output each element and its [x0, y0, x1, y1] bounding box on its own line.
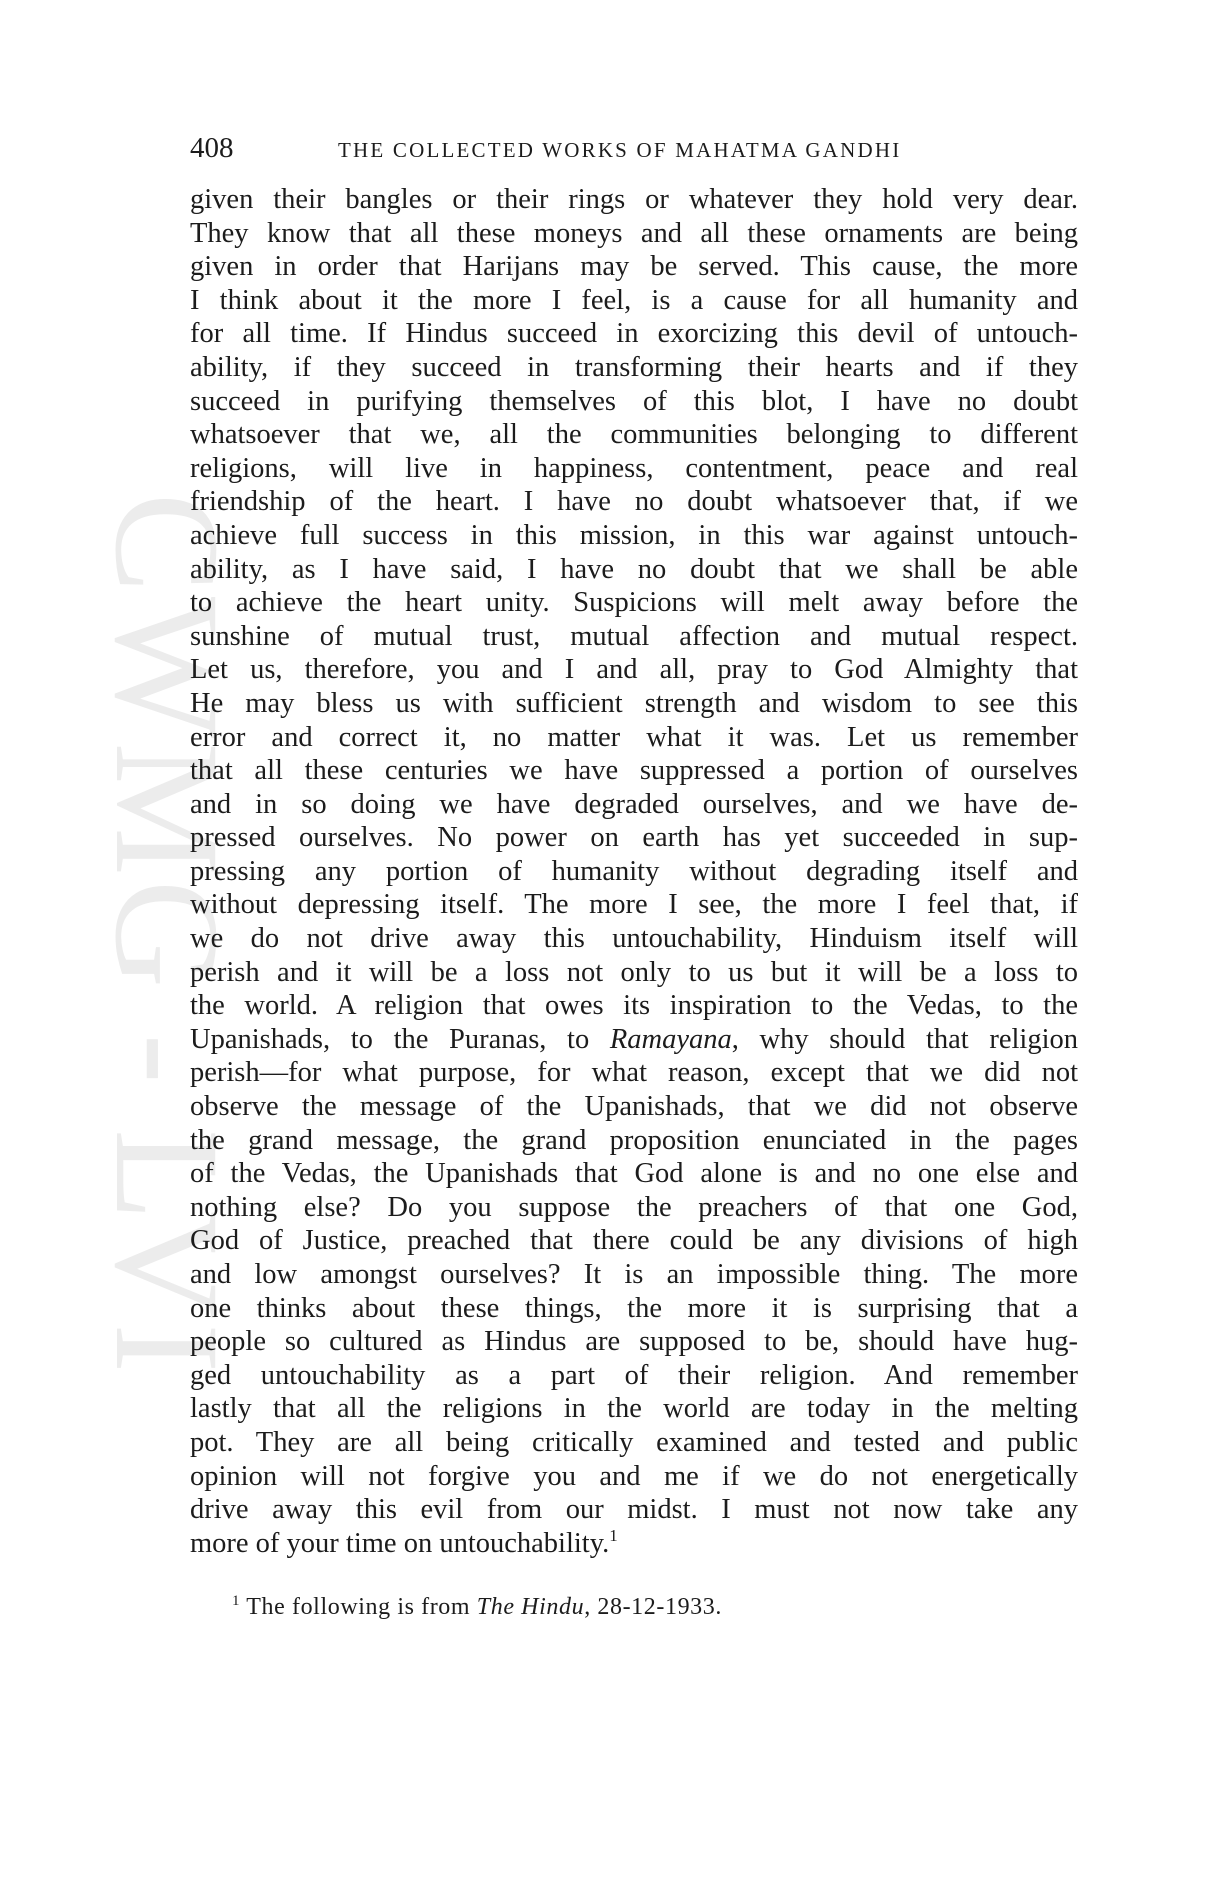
text-line: the grand message, the grand proposition enunciated in the pages	[190, 1124, 1078, 1156]
text-line: to achieve the heart unity. Suspicions will melt away before the	[190, 587, 1078, 619]
text-line: pressing any portion of humanity without degrading itself and	[190, 855, 1078, 887]
text-line: drive away this evil from our midst. I must not now take any	[190, 1494, 1078, 1526]
text-segment: more of your time on untouchability.	[190, 1527, 610, 1559]
text-line: lastly that all the religions in the world are today in the melting	[190, 1393, 1078, 1425]
text-line: that all these centuries we have suppressed a portion of ourselves	[190, 755, 1078, 787]
text-line: and in so doing we have degraded ourselves, and we have de-	[190, 788, 1078, 820]
text-line: religions, will live in happiness, contentment, peace and real	[190, 452, 1078, 484]
footnote-marker: 1	[232, 1593, 241, 1609]
text-line: of the Vedas, the Upanishads that God alone is and no one else and	[190, 1158, 1078, 1190]
text-line: I think about it the more I feel, is a cause for all humanity and	[190, 284, 1078, 316]
text-line: perish—for what purpose, for what reason, except that we did not	[190, 1057, 1078, 1089]
page-number: 408	[190, 132, 234, 164]
text-line: achieve full success in this mission, in this war against untouch-	[190, 519, 1078, 551]
text-line	[190, 1527, 1078, 1561]
text-line: perish and it will be a loss not only to us but it will be a loss to	[190, 956, 1078, 988]
body-text	[190, 183, 1078, 1560]
text-line: for all time. If Hindus succeed in exorcizing this devil of untouch-	[190, 318, 1078, 350]
text-line: observe the message of the Upanishads, that we did not observe	[190, 1091, 1078, 1123]
text-line: ability, if they succeed in transforming their hearts and if they	[190, 351, 1078, 383]
text-line	[190, 1023, 1078, 1057]
italic-title: Ramayana	[609, 1023, 732, 1055]
footnote-text-before: The following is from	[240, 1594, 477, 1620]
text-line: Let us, therefore, you and I and all, pray to God Almighty that	[190, 654, 1078, 686]
text-line: pot. They are all being critically examined and tested and public	[190, 1426, 1078, 1458]
footnote-reference: 1	[609, 1525, 618, 1545]
text-line: friendship of the heart. I have no doubt whatsoever that, if we	[190, 486, 1078, 518]
text-line: given in order that Harijans may be served. This cause, the more	[190, 251, 1078, 283]
footnote	[232, 1592, 722, 1622]
text-line: succeed in purifying themselves of this blot, I have no doubt	[190, 385, 1078, 417]
text-line: pressed ourselves. No power on earth has yet succeeded in sup-	[190, 822, 1078, 854]
text-line: people so cultured as Hindus are supposed to be, should have hug-	[190, 1326, 1078, 1358]
text-line: and low amongst ourselves? It is an impossible thing. The more	[190, 1259, 1078, 1290]
text-line: given their bangles or their rings or whatever they hold very dear.	[190, 184, 1078, 215]
text-line: without depressing itself. The more I see, the more I feel that, if	[190, 889, 1078, 921]
text-line: ability, as I have said, I have no doubt that we shall be able	[190, 553, 1078, 585]
text-line: They know that all these moneys and all these ornaments are being	[190, 217, 1078, 249]
page-header	[190, 130, 1080, 170]
text-line: the world. A religion that owes its inspiration to the Vedas, to the	[190, 990, 1078, 1022]
text-line: one thinks about these things, the more it is surprising that a	[190, 1292, 1078, 1324]
running-head: THE COLLECTED WORKS OF MAHATMA GANDHI	[338, 138, 902, 162]
footnote-source-title: The Hindu	[476, 1594, 585, 1620]
footnote-text-after: , 28-12-1933.	[584, 1594, 722, 1620]
text-line: we do not drive away this untouchability, Hinduism itself will	[190, 923, 1078, 955]
text-line: God of Justice, preached that there could be any divisions of high	[190, 1225, 1078, 1257]
text-line: opinion will not forgive you and me if we do not energetically	[190, 1460, 1078, 1492]
text-segment: , why should that religion	[731, 1023, 1078, 1055]
text-line: ged untouchability as a part of their religion. And remember	[190, 1359, 1078, 1391]
text-line: error and correct it, no matter what it was. Let us remember	[190, 721, 1078, 753]
watermark-text: CWMG - LVI	[84, 492, 250, 1378]
text-line: nothing else? Do you suppose the preachers of that one God,	[190, 1191, 1078, 1223]
text-segment: Upanishads, to the Puranas, to	[190, 1023, 610, 1055]
text-line: sunshine of mutual trust, mutual affection and mutual respect.	[190, 620, 1078, 652]
text-line: He may bless us with sufficient strength and wisdom to see this	[190, 687, 1078, 719]
text-line: whatsoever that we, all the communities belonging to different	[190, 419, 1078, 451]
